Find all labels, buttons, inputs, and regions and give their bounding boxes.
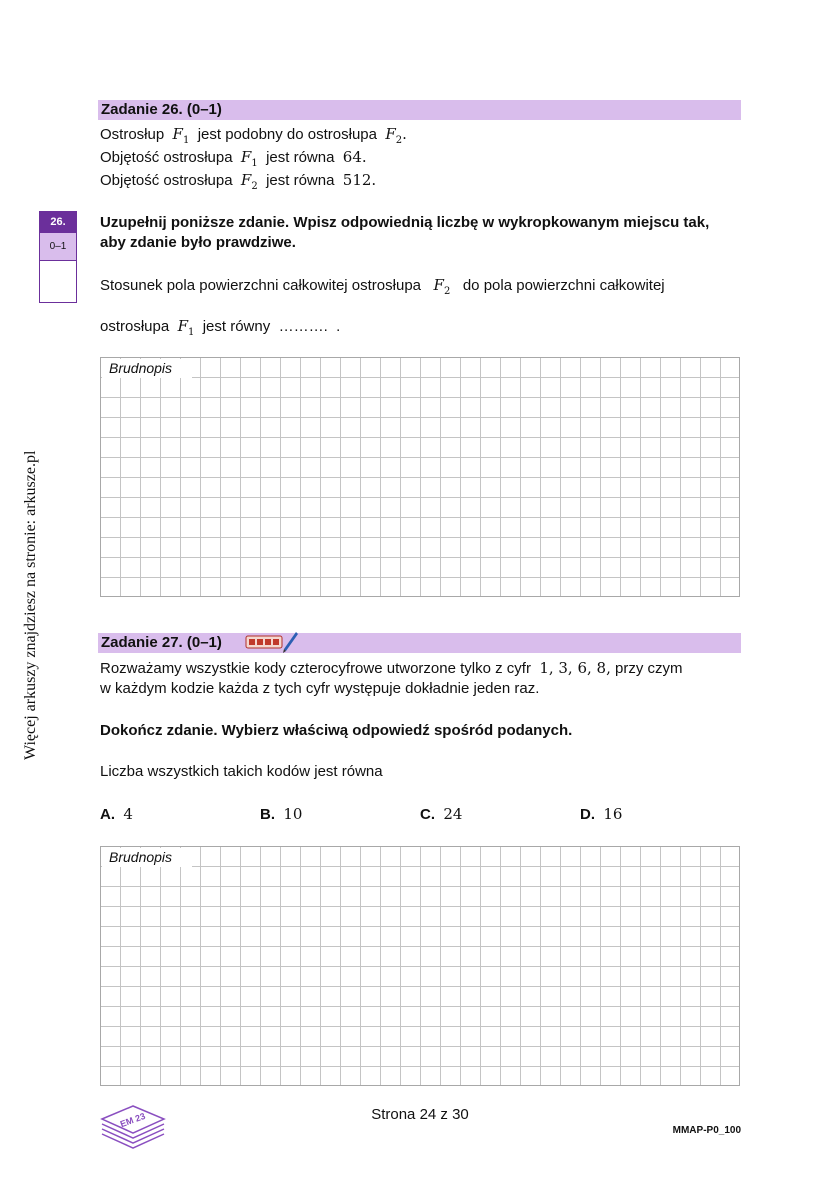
side-note: Więcej arkuszy znajdziesz na stronie: arkusze.pl	[22, 450, 39, 760]
task-27-header	[98, 633, 741, 653]
task-27-instruction: Dokończ zdanie. Wybierz właściwą odpowiedź spośród podanych.	[100, 722, 573, 739]
scratch-label: Brudnopis	[102, 359, 192, 378]
task-26-line-1: Ostrosłup $F_1$ jest podobny do ostrosłupa $F_2$.	[100, 125, 407, 146]
task-26-title: Zadanie 26. (0–1)	[101, 101, 222, 118]
score-entry-field[interactable]	[40, 261, 76, 303]
task-26-instruction-2: aby zdanie było prawdziwe.	[100, 234, 296, 251]
answer-blank[interactable]: ……….	[278, 318, 328, 335]
task-26-sentence-2: ostrosłupa $F_1$ jest równy ………. .	[100, 317, 341, 338]
score-range: 0–1	[40, 233, 76, 261]
svg-text:EM 23: EM 23	[118, 1110, 147, 1130]
score-number: 26.	[40, 212, 76, 233]
option-d[interactable]: D. 16	[580, 805, 623, 823]
digital-task-icon	[244, 629, 300, 655]
task-27-line-2: w każdym kodzie każda z tych cyfr występuje dokładnie jeden raz.	[100, 680, 540, 697]
scratch-grid-27[interactable]	[100, 846, 740, 1086]
page-number: Strona 24 z 30	[371, 1106, 469, 1123]
score-box-26	[39, 211, 77, 303]
task-27-line-1: Rozważamy wszystkie kody czterocyfrowe utworzone tylko z cyfr 1, 3, 6, 8, przy czym	[100, 659, 683, 677]
scratch-grid-26[interactable]	[100, 357, 740, 597]
task-26-header	[98, 100, 741, 120]
exam-code: MMAP-P0_100	[672, 1125, 741, 1136]
task-26-line-3: Objętość ostrosłupa $F_2$ jest równa 512.	[100, 171, 377, 192]
task-26-sentence-1: Stosunek pola powierzchni całkowitej ostrosłupa $F_2$ do pola powierzchni całkowitej	[100, 276, 665, 297]
task-27-stem: Liczba wszystkich takich kodów jest równa	[100, 763, 383, 780]
task-27-title: Zadanie 27. (0–1)	[101, 634, 222, 651]
option-a[interactable]: A. 4	[100, 805, 133, 823]
option-c[interactable]: C. 24	[420, 805, 463, 823]
scratch-label: Brudnopis	[102, 848, 192, 867]
task-26-line-2: Objętość ostrosłupa $F_1$ jest równa 64.	[100, 148, 367, 169]
option-b[interactable]: B. 10	[260, 805, 303, 823]
task-26-instruction-1: Uzupełnij poniższe zdanie. Wpisz odpowiednią liczbę w wykropkowanym miejscu tak,	[100, 214, 710, 231]
